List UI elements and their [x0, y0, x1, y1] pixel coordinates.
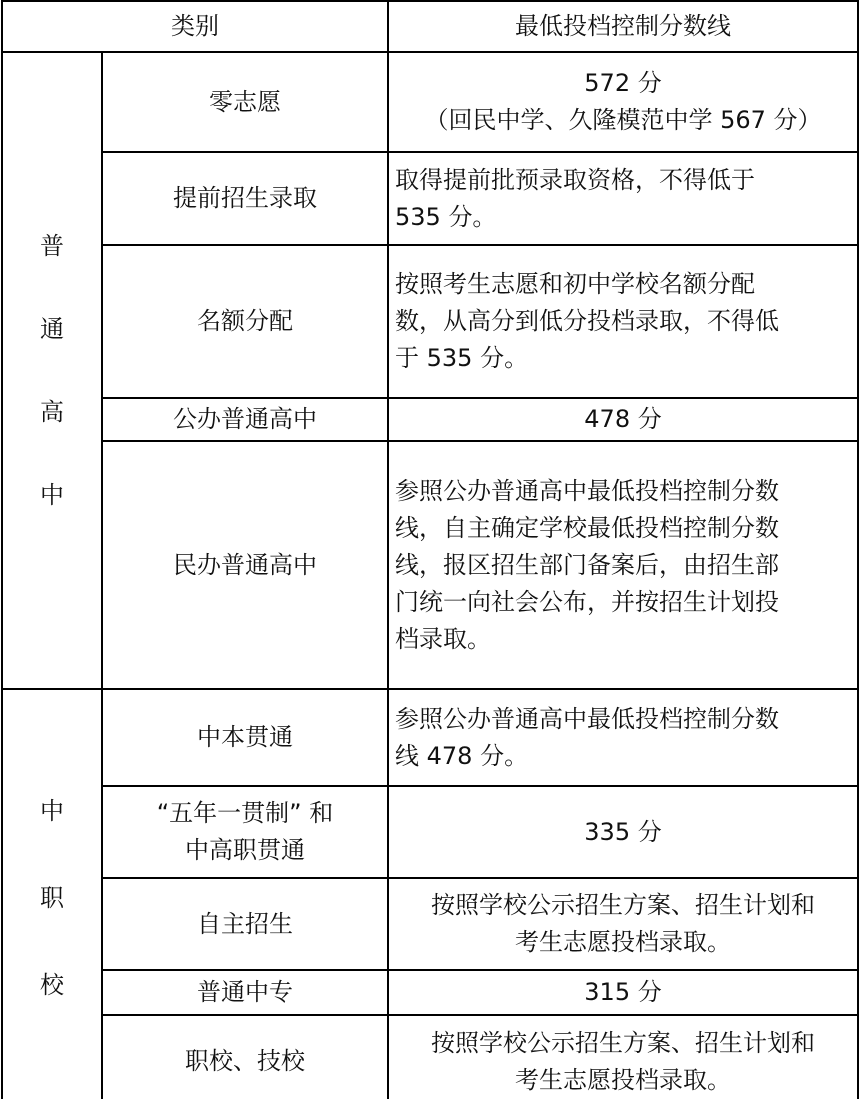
score-line: 按照考生志愿和初中学校名额分配	[395, 270, 755, 298]
score-line: 335 分	[584, 817, 662, 846]
score-line: 线，自主确定学校最低投档控制分数	[395, 513, 779, 542]
group-char: 校	[40, 971, 64, 999]
score-line: 535 分。	[395, 202, 497, 231]
group-char: 中	[40, 480, 64, 509]
score-line: 按照学校公示招生方案、招生计划和	[431, 1028, 815, 1057]
table-row	[2, 878, 858, 970]
score-cell	[388, 398, 858, 441]
score-line: 参照公办普通高中最低投档控制分数	[395, 476, 779, 505]
score-line: 线 478 分。	[395, 741, 529, 770]
score-line: 315 分	[584, 978, 662, 1006]
category-cell	[102, 786, 388, 878]
score-cell	[388, 970, 858, 1015]
table-row	[2, 398, 858, 441]
category-cell: 提前招生录取	[102, 152, 388, 245]
score-line: （回民中学、久隆模范中学 567 分）	[424, 106, 822, 134]
category-cell: 名额分配	[102, 245, 388, 398]
score-line: 考生志愿投档录取。	[515, 928, 731, 956]
group-char: 中	[40, 797, 64, 825]
category-cell	[102, 689, 388, 786]
score-cell	[388, 786, 858, 878]
group-cell-vocational-school	[2, 689, 102, 1099]
category-line: 中本贯通	[197, 723, 293, 751]
score-cell	[388, 245, 858, 398]
table-row	[2, 689, 858, 786]
table-row	[2, 1015, 858, 1099]
table-row	[2, 970, 858, 1015]
score-line: 取得提前批预录取资格，不得低于	[395, 165, 755, 194]
table-row	[2, 786, 858, 878]
group-char: 普	[40, 231, 64, 260]
category-cell	[102, 1015, 388, 1099]
score-cell	[388, 52, 858, 152]
score-cell	[388, 1015, 858, 1099]
admission-score-table	[1, 0, 859, 1099]
header-score-line: 最低投档控制分数线	[388, 1, 858, 52]
score-cell	[388, 878, 858, 970]
table-row	[2, 441, 858, 689]
score-cell	[388, 441, 858, 689]
table-row	[2, 152, 858, 245]
category-cell: 零志愿	[102, 52, 388, 152]
category-cell: 民办普通高中	[102, 441, 388, 689]
score-line: 线，报区招生部门备案后，由招生部	[395, 550, 779, 579]
score-line: 于 535 分。	[395, 344, 529, 372]
score-line: 考生志愿投档录取。	[515, 1065, 731, 1094]
score-cell	[388, 152, 858, 245]
header-row	[2, 1, 858, 52]
score-line: 档录取。	[395, 624, 491, 653]
group-char: 通	[40, 314, 64, 343]
category-line: 自主招生	[197, 909, 293, 938]
category-line: 职校、技校	[185, 1047, 305, 1075]
header-category: 类别	[2, 1, 388, 52]
table-row	[2, 52, 858, 152]
score-line: 478 分	[584, 405, 662, 433]
group-char: 职	[40, 884, 64, 912]
score-line: 572 分	[584, 69, 662, 97]
category-cell	[102, 878, 388, 970]
category-line: “五年一贯制” 和	[156, 799, 334, 827]
table-row	[2, 245, 858, 398]
category-cell	[102, 970, 388, 1015]
score-line: 数，从高分到低分投档录取，不得低	[395, 307, 779, 335]
score-line: 门统一向社会公布，并按招生计划投	[395, 587, 779, 616]
score-cell	[388, 689, 858, 786]
category-line: 中高职贯通	[185, 836, 305, 864]
group-char: 高	[40, 397, 64, 426]
category-line: 普通中专	[197, 978, 293, 1006]
score-line: 参照公办普通高中最低投档控制分数	[395, 704, 779, 733]
group-cell-general-high-school	[2, 52, 102, 689]
category-cell: 公办普通高中	[102, 398, 388, 441]
score-line: 按照学校公示招生方案、招生计划和	[431, 891, 815, 919]
